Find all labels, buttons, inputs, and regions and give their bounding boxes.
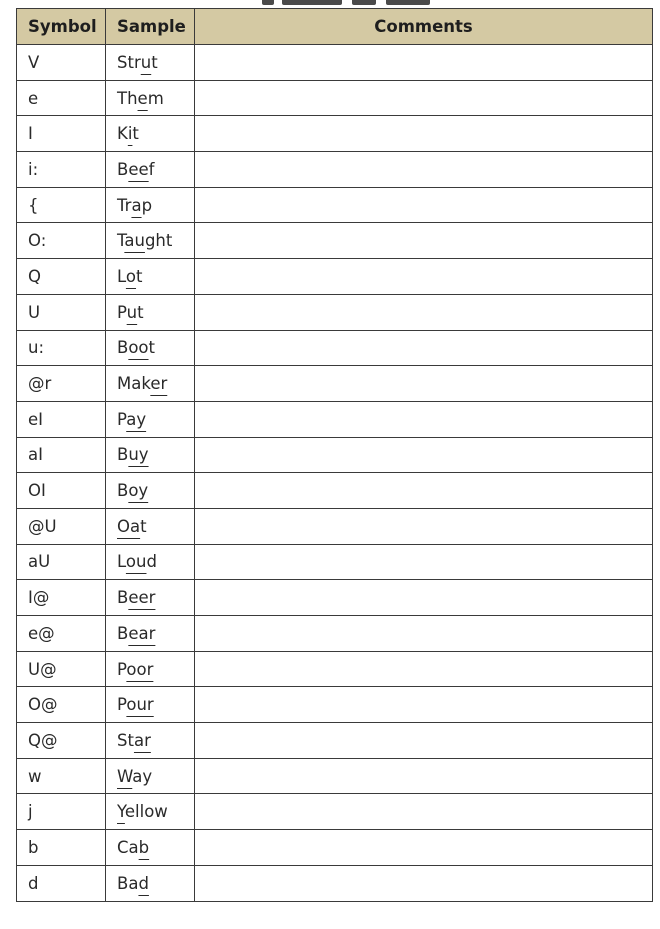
sample-cell [106, 187, 195, 223]
header-symbol: Symbol [17, 9, 106, 45]
table-row [17, 116, 653, 152]
symbol-cell: eI [17, 401, 106, 437]
sample-prefix: L [117, 266, 126, 286]
table-row [17, 45, 653, 81]
sample-underlined-sound: d [138, 873, 149, 893]
sample-underlined-sound: o [125, 266, 137, 286]
sample-cell [106, 830, 195, 866]
sample-prefix: B [117, 623, 129, 643]
table-row [17, 473, 653, 509]
table-row [17, 651, 653, 687]
sample-underlined-sound: oo [128, 338, 149, 358]
sample-word [117, 196, 152, 215]
sample-word [117, 53, 158, 72]
sample-underlined-sound: b [138, 837, 150, 857]
sample-suffix: t [137, 302, 144, 322]
sample-underlined-sound: Y [117, 802, 125, 822]
comment-cell[interactable] [195, 45, 653, 81]
sample-suffix: ght [144, 231, 173, 251]
sample-word [117, 267, 143, 286]
sample-cell [106, 116, 195, 152]
sample-cell [106, 223, 195, 259]
table-row [17, 366, 653, 402]
sample-word [117, 660, 153, 679]
sample-prefix: B [117, 159, 129, 179]
symbol-cell: U@ [17, 651, 106, 687]
table-row [17, 330, 653, 366]
symbol-cell: e [17, 80, 106, 116]
sample-word [117, 731, 151, 750]
table-row [17, 580, 653, 616]
symbol-cell: O: [17, 223, 106, 259]
comment-cell[interactable] [195, 687, 653, 723]
sample-prefix: B [117, 338, 129, 358]
sample-underlined-sound: oor [126, 659, 154, 679]
comment-cell[interactable] [195, 80, 653, 116]
sample-suffix: t [148, 338, 156, 358]
sample-word [117, 838, 149, 857]
comment-cell[interactable] [195, 508, 653, 544]
cropped-title-strip [0, 0, 660, 8]
sample-prefix: P [117, 302, 127, 322]
table-row [17, 616, 653, 652]
symbol-cell: i: [17, 152, 106, 188]
symbol-cell: U [17, 294, 106, 330]
sample-cell [106, 80, 195, 116]
sample-cell [106, 366, 195, 402]
table-row [17, 758, 653, 794]
symbol-cell: O@ [17, 687, 106, 723]
sample-word [117, 374, 167, 393]
symbol-cell: Q@ [17, 723, 106, 759]
symbol-cell: Q [17, 259, 106, 295]
symbol-cell: u: [17, 330, 106, 366]
symbol-cell: I@ [17, 580, 106, 616]
sample-prefix: B [117, 445, 129, 465]
comment-cell[interactable] [195, 152, 653, 188]
sample-prefix: Ca [117, 837, 139, 857]
sample-word [117, 552, 157, 571]
sample-underlined-sound: ear [128, 623, 156, 643]
comment-cell[interactable] [195, 187, 653, 223]
header-comments: Comments [195, 9, 653, 45]
symbol-cell: OI [17, 473, 106, 509]
table-row [17, 544, 653, 580]
sample-cell [106, 152, 195, 188]
sample-prefix: T [117, 231, 125, 251]
table-row [17, 687, 653, 723]
sample-prefix: P [117, 409, 127, 429]
sample-cell [106, 865, 195, 901]
table-row [17, 223, 653, 259]
sample-word [117, 410, 146, 429]
sample-prefix: L [117, 552, 126, 572]
symbol-cell: b [17, 830, 106, 866]
comment-cell[interactable] [195, 723, 653, 759]
table-row [17, 865, 653, 901]
table-row [17, 152, 653, 188]
symbol-cell: j [17, 794, 106, 830]
comment-cell[interactable] [195, 294, 653, 330]
comment-cell[interactable] [195, 330, 653, 366]
comment-cell[interactable] [195, 437, 653, 473]
comment-cell[interactable] [195, 116, 653, 152]
sample-prefix: Mak [117, 374, 151, 394]
symbol-cell: d [17, 865, 106, 901]
sample-prefix: B [117, 588, 129, 608]
sample-suffix: t [140, 516, 147, 536]
phonetic-symbols-table [16, 8, 653, 902]
sample-underlined-sound: ou [125, 552, 147, 572]
table-row [17, 437, 653, 473]
sample-suffix: ay [132, 766, 153, 786]
sample-underlined-sound: eer [128, 588, 156, 608]
table-row [17, 80, 653, 116]
sample-word [117, 874, 149, 893]
table-row [17, 723, 653, 759]
comment-cell[interactable] [195, 830, 653, 866]
sample-underlined-sound: e [137, 88, 148, 108]
sample-prefix: P [117, 659, 127, 679]
sample-word [117, 338, 155, 357]
header-sample: Sample [106, 9, 195, 45]
comment-cell[interactable] [195, 865, 653, 901]
sample-cell [106, 687, 195, 723]
sample-cell [106, 723, 195, 759]
comment-cell[interactable] [195, 651, 653, 687]
sample-cell [106, 294, 195, 330]
sample-cell [106, 45, 195, 81]
sample-prefix: Tr [117, 195, 132, 215]
symbol-cell: w [17, 758, 106, 794]
comment-cell[interactable] [195, 616, 653, 652]
table-header-row [17, 9, 653, 45]
table-row [17, 187, 653, 223]
comment-cell[interactable] [195, 758, 653, 794]
sample-prefix: K [117, 124, 128, 144]
sample-cell [106, 758, 195, 794]
sample-underlined-sound: ee [128, 159, 149, 179]
sample-word [117, 624, 155, 643]
sample-suffix: t [136, 266, 143, 286]
sample-cell [106, 508, 195, 544]
sample-underlined-sound: W [117, 766, 133, 786]
sample-word [117, 160, 154, 179]
sample-cell [106, 794, 195, 830]
sample-prefix: Str [117, 52, 141, 72]
sample-prefix: Ba [117, 873, 139, 893]
table-row [17, 294, 653, 330]
sample-underlined-sound: ay [126, 409, 147, 429]
comment-cell[interactable] [195, 223, 653, 259]
sample-cell [106, 473, 195, 509]
sample-cell [106, 616, 195, 652]
sample-cell [106, 651, 195, 687]
sample-word [117, 588, 155, 607]
sample-prefix: P [117, 695, 127, 715]
table-body [17, 45, 653, 902]
sample-suffix: t [132, 124, 139, 144]
sample-suffix: d [146, 552, 157, 572]
symbol-cell: @U [17, 508, 106, 544]
table-row [17, 401, 653, 437]
comment-cell[interactable] [195, 473, 653, 509]
sample-cell [106, 259, 195, 295]
sample-underlined-sound: i [127, 124, 133, 144]
sample-cell [106, 544, 195, 580]
sample-cell [106, 437, 195, 473]
sample-underlined-sound: au [124, 231, 145, 251]
sample-suffix: m [147, 88, 164, 108]
sample-prefix: St [117, 730, 134, 750]
symbol-cell: { [17, 187, 106, 223]
sample-word [117, 481, 148, 500]
sample-underlined-sound: u [140, 52, 152, 72]
sample-word [117, 767, 152, 786]
comment-cell[interactable] [195, 544, 653, 580]
sample-prefix: B [117, 481, 129, 501]
sample-suffix: t [151, 52, 158, 72]
sample-underlined-sound: oy [128, 481, 149, 501]
sample-word [117, 695, 154, 714]
sample-prefix: Th [117, 88, 138, 108]
symbol-cell: V [17, 45, 106, 81]
symbol-cell: I [17, 116, 106, 152]
sample-word [117, 445, 149, 464]
sample-underlined-sound: our [126, 695, 154, 715]
sample-word [117, 303, 144, 322]
table-row [17, 259, 653, 295]
symbol-cell: aI [17, 437, 106, 473]
sample-word [117, 517, 147, 536]
symbol-cell: @r [17, 366, 106, 402]
sample-word [117, 802, 168, 821]
sample-cell [106, 401, 195, 437]
table-row [17, 508, 653, 544]
sample-word [117, 89, 164, 108]
sample-underlined-sound: ar [133, 730, 151, 750]
sample-word [117, 231, 172, 250]
sample-cell [106, 330, 195, 366]
sample-underlined-sound: a [131, 195, 142, 215]
table-row [17, 794, 653, 830]
sample-underlined-sound: u [126, 302, 138, 322]
table-row [17, 830, 653, 866]
sample-cell [106, 580, 195, 616]
comment-cell[interactable] [195, 580, 653, 616]
sample-suffix: ellow [124, 802, 168, 822]
sample-underlined-sound: uy [128, 445, 149, 465]
comment-cell[interactable] [195, 794, 653, 830]
symbol-cell: e@ [17, 616, 106, 652]
sample-suffix: p [141, 195, 153, 215]
comment-cell[interactable] [195, 366, 653, 402]
symbol-cell: aU [17, 544, 106, 580]
comment-cell[interactable] [195, 259, 653, 295]
sample-underlined-sound: er [150, 374, 168, 394]
sample-underlined-sound: Oa [117, 516, 141, 536]
comment-cell[interactable] [195, 401, 653, 437]
sample-word [117, 124, 139, 143]
sample-suffix: f [148, 159, 155, 179]
